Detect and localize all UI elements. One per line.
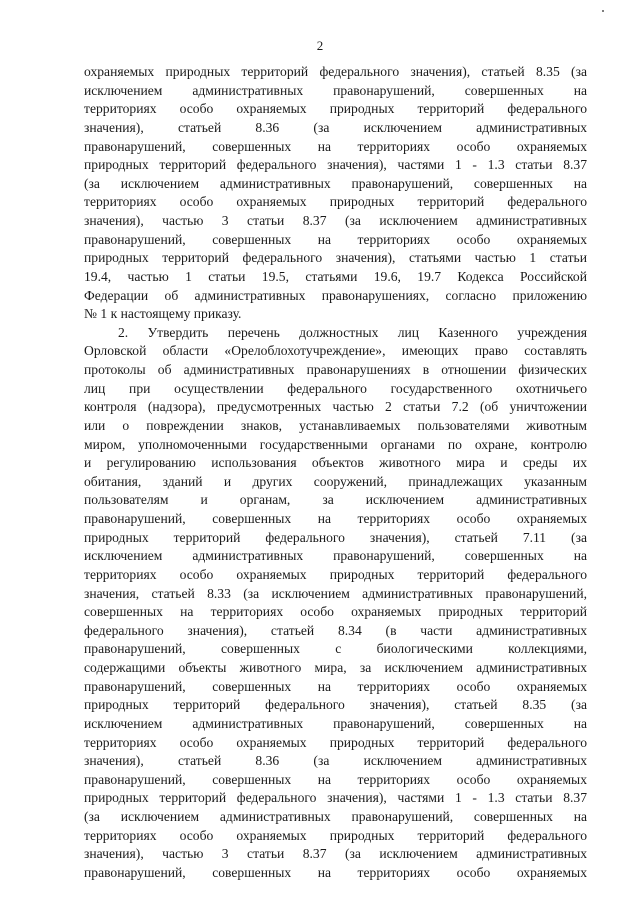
text-line: (за исключением административных правонарушений, совершенных на: [84, 809, 587, 824]
text-line: территориях особо охраняемых природных территорий федерального: [84, 734, 587, 750]
text-line: правонарушений, совершенных на территориях особо охраняемых: [84, 511, 587, 526]
text-line: лиц при осуществлении федерального государственного охотничьего: [84, 380, 587, 396]
text-line: значения), статьей 8.36 (за исключением административных: [84, 119, 587, 135]
text-line: 2. Утвердить перечень должностных лиц Казенного учреждения: [118, 324, 587, 340]
text-line: значения), частью 3 статьи 8.37 (за исключением административных: [84, 846, 587, 862]
text-line: правонарушений, совершенных на территориях особо охраняемых: [84, 864, 587, 880]
text-line: территориях особо охраняемых природных территорий федерального: [84, 101, 587, 117]
text-line: протоколы об административных правонарушениях в отношении физических: [84, 362, 587, 377]
text-line: контроля (надзора), предусмотренных частью 2 статьи 7.2 (об уничтожении: [84, 399, 587, 415]
text-line: правонарушений, совершенных на территориях особо охраняемых: [84, 771, 587, 787]
text-line: правонарушений, совершенных на территориях особо охраняемых: [84, 678, 587, 694]
text-line: природных территорий федерального значения), частями 1 - 1.3 статьи 8.37: [84, 790, 587, 806]
paragraph-1: [84, 63, 587, 324]
text-line: правонарушений, совершенных с биологическими коллекциями,: [84, 641, 587, 657]
text-line: федерального значения), статьей 8.34 (в части административных: [84, 622, 587, 638]
paragraph-2: [84, 324, 587, 883]
text-line: пользователям и органам, за исключением административных: [84, 492, 587, 508]
text-line: содержащими объекты животного мира, за исключением административных: [84, 660, 587, 675]
text-line: территориях особо охраняемых природных территорий федерального: [84, 827, 587, 843]
text-line: 19.4, частью 1 статьи 19.5, статьями 19.6, 19.7 Кодекса Российской: [84, 268, 587, 284]
scan-speck: [602, 10, 604, 12]
text-line: территориях особо охраняемых природных территорий федерального: [84, 194, 587, 210]
text-line: миром, уполномоченными государственными органами по охране, контролю: [84, 436, 587, 452]
text-line: и регулированию использования объектов животного мира и среды их: [84, 455, 587, 471]
text-line: правонарушений, совершенных на территориях особо охраняемых: [84, 138, 587, 154]
text-line: обитания, зданий и других сооружений, принадлежащих указанным: [84, 473, 587, 489]
text-line: № 1 к настоящему приказу.: [84, 306, 242, 322]
text-line: природных территорий федерального значения), частями 1 - 1.3 статьи 8.37: [84, 157, 587, 173]
text-line: природных территорий федерального значения), статьей 7.11 (за: [84, 529, 587, 545]
text-line: исключением административных правонарушений, совершенных на: [84, 82, 587, 98]
text-line: совершенных на территориях особо охраняемых природных территорий: [84, 604, 587, 620]
text-line: природных территорий федерального значения), статьями частью 1 статьи: [84, 250, 587, 266]
document-body: [84, 63, 587, 883]
text-line: исключением административных правонарушений, совершенных на: [84, 548, 587, 564]
text-line: Федерации об административных правонарушениях, согласно приложению: [84, 287, 587, 303]
text-line: или о повреждении знаков, устанавливаемых пользователями животным: [84, 417, 587, 433]
text-line: исключением административных правонарушений, совершенных на: [84, 715, 587, 731]
text-line: правонарушений, совершенных на территориях особо охраняемых: [84, 231, 587, 247]
text-line: охраняемых природных территорий федерального значения), статьей 8.35 (за: [84, 64, 587, 79]
text-line: территориях особо охраняемых природных территорий федерального: [84, 566, 587, 582]
text-line: (за исключением административных правонарушений, совершенных на: [84, 175, 587, 191]
page-number: 2: [316, 38, 324, 53]
text-line: значения, статьей 8.33 (за исключением административных правонарушений,: [84, 585, 587, 601]
text-line: Орловской области «Орелоблохотучреждение», имеющих право составлять: [84, 343, 587, 359]
text-line: значения), частью 3 статьи 8.37 (за исключением административных: [84, 213, 587, 228]
text-line: значения), статьей 8.36 (за исключением административных: [84, 753, 587, 769]
text-line: природных территорий федерального значения), статьей 8.35 (за: [84, 697, 587, 713]
